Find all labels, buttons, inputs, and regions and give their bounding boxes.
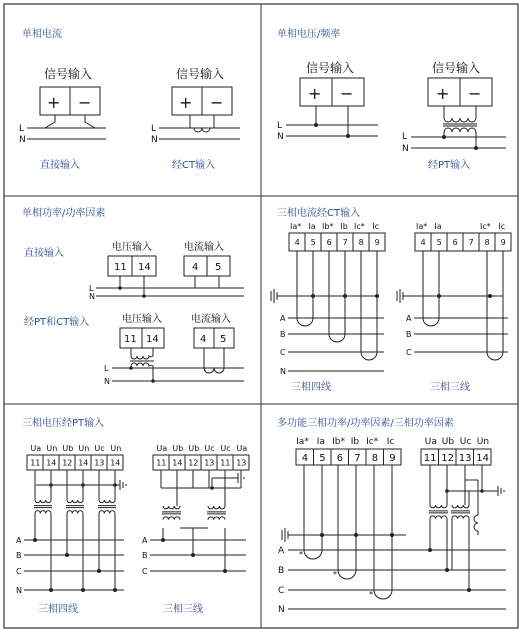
terminal-head-label: Ic* xyxy=(366,437,379,447)
ground-icon xyxy=(212,473,244,483)
terminal-heads-right xyxy=(156,444,247,453)
terminal-number: 11 xyxy=(156,458,167,468)
terminal-number: 7 xyxy=(468,238,474,247)
voltage-input-label: 电压输入 xyxy=(112,242,152,253)
minus-terminal: − xyxy=(78,93,92,112)
terminal-head-label: Ic* xyxy=(354,222,365,231)
terminal-number: 8 xyxy=(371,453,379,464)
pt-coil-icon xyxy=(67,500,83,503)
terminal-number: 9 xyxy=(374,238,380,247)
terminal-head-label: Uc xyxy=(204,444,215,453)
phase-B-right: B xyxy=(142,551,148,560)
pt-primary-coil-icon xyxy=(444,128,476,132)
terminal-strip-left xyxy=(289,233,385,251)
panel-single-phase-power xyxy=(22,206,244,386)
pt-coil-icon xyxy=(474,515,478,531)
line-label-N-ct: N xyxy=(151,135,158,145)
panel-single-phase-voltage xyxy=(277,27,506,171)
panel-three-phase-voltage-pt xyxy=(16,416,249,615)
pt-transformers-left xyxy=(33,470,117,592)
current-terminal-strip xyxy=(296,449,401,465)
caption-three-phase-three-wire: 三相三线 xyxy=(163,604,203,615)
current-terminal-heads xyxy=(296,437,394,447)
terminal-number: 12 xyxy=(441,453,454,464)
terminal-number: 6 xyxy=(452,238,458,247)
panel-title: 三相电压经PT输入 xyxy=(22,418,105,429)
plus-terminal-ct: + xyxy=(179,93,193,112)
caption-three-phase-four-wire: 三相四线 xyxy=(291,382,331,393)
label-direct: 直接输入 xyxy=(24,248,64,259)
polarity-mark: * xyxy=(333,570,337,579)
terminal-head-label: Uc xyxy=(459,437,472,447)
line-label-N: N xyxy=(277,132,284,142)
pt-coil-icon xyxy=(208,506,225,509)
pt-secondary-coil-icon xyxy=(444,118,476,122)
terminal-number: 13 xyxy=(94,458,105,468)
terminal-number: 12 xyxy=(188,458,199,468)
terminal-head-label: Un xyxy=(78,444,90,453)
terminal-head-label: Ia xyxy=(308,222,316,231)
line-label-N: N xyxy=(19,135,26,145)
terminal-number: 6 xyxy=(326,238,332,247)
phase-C: C xyxy=(278,586,285,596)
caption-three-phase-three-wire: 三相三线 xyxy=(430,382,470,393)
phase-N: N xyxy=(278,605,285,615)
pt-coil-icon xyxy=(35,511,51,514)
panel-title: 单相电压/频率 xyxy=(277,29,341,40)
label-pt-ct: 经PT和CT输入 xyxy=(24,317,90,328)
terminal-head-label: Ib* xyxy=(332,437,346,447)
terminal-head-label: Ia* xyxy=(290,222,302,231)
terminal-number: 6 xyxy=(336,453,344,464)
terminal-head-label: Un xyxy=(110,444,122,453)
terminal-heads-left xyxy=(290,222,379,231)
terminal-5: 5 xyxy=(215,262,222,273)
terminal-number: 7 xyxy=(342,238,348,247)
pt-coil-icon xyxy=(163,517,180,520)
terminal-number: 7 xyxy=(354,453,361,464)
caption-ct: 经CT输入 xyxy=(172,160,216,171)
terminal-11: 11 xyxy=(114,262,127,273)
phase-C-right: C xyxy=(406,348,412,357)
pt-coil-icon xyxy=(99,511,115,514)
caption-direct: 直接输入 xyxy=(40,160,80,171)
pt-coil-icon xyxy=(163,506,180,509)
terminal-14: 14 xyxy=(146,334,159,345)
polarity-mark: * xyxy=(369,590,373,599)
panel-single-phase-current xyxy=(19,27,240,171)
signal-label-ct: 信号输入 xyxy=(176,67,225,81)
terminal-number: 13 xyxy=(458,453,472,464)
minus-terminal: − xyxy=(340,84,354,103)
line-label-N: N xyxy=(89,292,95,301)
terminal-head-label: Ia* xyxy=(296,437,309,447)
terminal-head-label: Ua xyxy=(236,444,248,453)
terminal-head-label: Ia* xyxy=(416,222,428,231)
terminal-strip-left xyxy=(27,455,123,470)
panel-title: 单相功率/功率因素 xyxy=(22,208,106,219)
ground-icon xyxy=(282,528,406,542)
voltage-terminal-strip xyxy=(421,449,491,465)
terminal-number: 8 xyxy=(358,238,364,247)
terminal-strip-right xyxy=(415,233,511,251)
terminal-strip-right xyxy=(153,455,249,470)
terminal-head-label: Ub xyxy=(188,444,200,453)
phase-A: A xyxy=(280,314,286,323)
phase-B: B xyxy=(278,566,285,576)
terminal-number: 14 xyxy=(78,458,89,468)
minus-terminal-ct: − xyxy=(210,93,224,112)
line-label-L: L xyxy=(19,124,25,134)
voltage-terminal-heads xyxy=(425,437,489,447)
phase-A: A xyxy=(16,536,22,545)
terminal-head-label: Ic xyxy=(498,222,506,231)
current-input-label-2: 电流输入 xyxy=(191,314,231,325)
plus-terminal: + xyxy=(47,93,61,112)
phase-A-right: A xyxy=(406,314,412,323)
plus-terminal-pt: + xyxy=(436,84,450,103)
pt-coil-icon xyxy=(208,517,225,520)
phase-C: C xyxy=(16,567,22,576)
terminal-14: 14 xyxy=(138,262,151,273)
terminal-head-label: Ic xyxy=(372,222,380,231)
polarity-mark: * xyxy=(299,550,303,559)
terminal-head-label: Ub xyxy=(172,444,184,453)
terminal-number: 4 xyxy=(294,238,300,247)
terminal-number: 13 xyxy=(236,458,247,468)
panel-multifunction-three-phase-power xyxy=(277,416,506,615)
terminal-head-label: Ib xyxy=(350,437,360,447)
phase-A: A xyxy=(278,546,285,556)
terminal-11: 11 xyxy=(124,334,137,345)
terminal-heads-right xyxy=(416,222,505,231)
pt-coil-icon xyxy=(452,516,469,519)
signal-label: 信号输入 xyxy=(44,67,93,81)
phase-B-right: B xyxy=(406,330,412,339)
terminal-head-label: Ua xyxy=(156,444,168,453)
terminal-head-label: Uc xyxy=(220,444,231,453)
terminal-number: 12 xyxy=(62,458,73,468)
line-label-N-2: N xyxy=(104,377,110,386)
panel-title: 多功能三相功率/功率因素/三相功率因素 xyxy=(277,418,454,429)
phase-C-right: C xyxy=(142,567,148,576)
terminal-head-label: Un xyxy=(476,437,490,447)
ground-icon xyxy=(397,289,490,303)
terminal-number: 4 xyxy=(301,453,309,464)
terminal-head-label: Ub xyxy=(62,444,74,453)
terminal-number: 11 xyxy=(30,458,41,468)
pt-coil-icon xyxy=(430,516,447,519)
terminal-head-label: Un xyxy=(46,444,58,453)
terminal-number: 5 xyxy=(436,238,442,247)
ct-coil-icon xyxy=(204,368,224,373)
pt-coil-icon xyxy=(35,500,51,503)
terminal-head-label: Ic* xyxy=(480,222,491,231)
terminal-number: 13 xyxy=(204,458,215,468)
panel-title: 三相电流经CT输入 xyxy=(277,208,361,219)
terminal-4: 4 xyxy=(192,262,199,273)
pt-coil-icon xyxy=(67,511,83,514)
current-input-label: 电流输入 xyxy=(184,242,224,253)
terminal-number: 11 xyxy=(423,453,437,464)
terminal-5: 5 xyxy=(220,334,227,345)
terminal-head-label: Ib xyxy=(340,222,348,231)
voltage-input-label-2: 电压输入 xyxy=(122,314,162,325)
terminal-head-label: Ic xyxy=(386,437,395,447)
terminal-head-label: Uc xyxy=(94,444,105,453)
terminal-number: 14 xyxy=(476,453,489,464)
terminal-head-label: Ub xyxy=(441,437,455,447)
signal-label: 信号输入 xyxy=(306,61,355,75)
pt-transformers xyxy=(428,465,484,592)
panel-three-phase-current-ct xyxy=(271,206,511,393)
pt-coil-icon xyxy=(452,505,469,508)
terminal-number: 4 xyxy=(420,238,426,247)
panel-title: 单相电流 xyxy=(22,29,62,40)
line-label-L-2: L xyxy=(104,364,109,373)
terminal-number: 9 xyxy=(500,238,506,247)
terminal-number: 14 xyxy=(172,458,183,468)
plus-terminal: + xyxy=(308,84,322,103)
phase-B: B xyxy=(16,551,22,560)
pt-coil-icon xyxy=(99,500,115,503)
pt-transformers-right xyxy=(161,470,241,573)
pt-coil-icon xyxy=(430,505,447,508)
caption-three-phase-four-wire: 三相四线 xyxy=(38,604,78,615)
terminal-head-label: Ua xyxy=(30,444,42,453)
terminal-number: 14 xyxy=(110,458,121,468)
terminal-head-label: Ia xyxy=(434,222,442,231)
terminal-number: 14 xyxy=(46,458,57,468)
terminal-number: 11 xyxy=(220,458,231,468)
minus-terminal-pt: − xyxy=(468,84,482,103)
phase-B: B xyxy=(280,330,286,339)
terminal-number: 9 xyxy=(389,453,396,464)
phase-C: C xyxy=(280,348,286,357)
terminal-number: 8 xyxy=(484,238,490,247)
ct-coil-icon xyxy=(194,128,210,132)
terminal-4: 4 xyxy=(200,334,207,345)
terminal-head-label: Ua xyxy=(424,437,437,447)
pt-coil-icon xyxy=(131,356,153,359)
line-label-L: L xyxy=(89,284,94,293)
terminal-head-label: Ib* xyxy=(322,222,334,231)
phase-A-right: A xyxy=(142,536,148,545)
phase-N: N xyxy=(280,367,286,376)
terminal-heads-left xyxy=(30,444,121,453)
ground-icon xyxy=(494,486,504,496)
terminal-head-label: Ia xyxy=(316,437,325,447)
line-label-L: L xyxy=(277,121,283,131)
line-label-L-ct: L xyxy=(151,124,157,134)
ground-icon xyxy=(117,480,126,490)
phase-N: N xyxy=(16,586,22,595)
terminal-number: 5 xyxy=(310,238,316,247)
line-label-L-pt: L xyxy=(402,132,408,142)
caption-pt: 经PT输入 xyxy=(428,160,471,171)
line-label-N-pt: N xyxy=(402,144,409,154)
terminal-number: 5 xyxy=(319,453,326,464)
signal-label-pt: 信号输入 xyxy=(432,61,481,75)
